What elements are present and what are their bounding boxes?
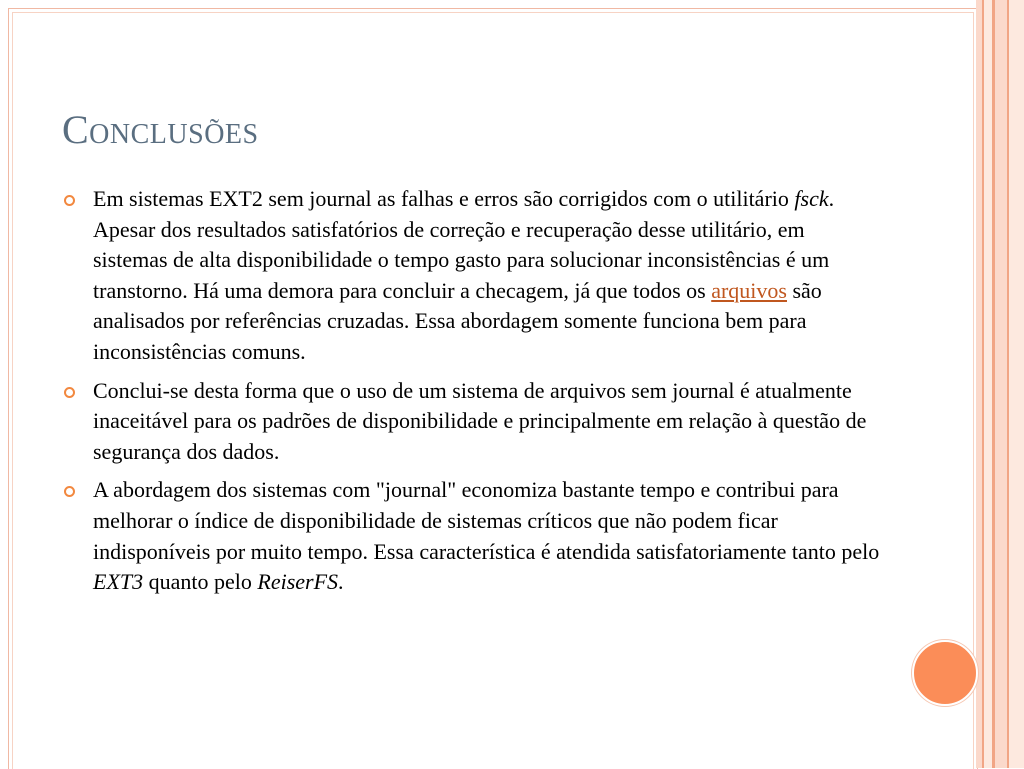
bullet-text: Conclui-se desta forma que o uso de um sistema de arquivos sem journal é atualmente inaceitável para os padrões de disponibilidade e principalmente em relação à questão de segurança dos dados. [93,377,867,464]
bullet-item [62,184,882,368]
bullet-item [62,475,882,597]
fsck-term: fsck [794,186,829,211]
bullet-text: . [338,569,344,595]
decorative-stripe [995,0,1007,768]
circle-bullet-icon [64,486,75,497]
bullet-item [62,376,882,468]
bullet-text: Em sistemas EXT2 sem journal as falhas e erros são corrigidos com o utilitário [93,186,795,211]
slide-title: Conclusões [62,107,259,152]
bullet-text: A abordagem dos sistemas com "journal" economiza bastante tempo e contribui para melhorar o índice de disponibilidade de sistemas críticos que não podem ficar indisponíveis por muito tempo. Essa característica é atendida satisfatoriamente tanto pelo [93,477,880,564]
reiserfs-term: ReiserFS [257,569,339,595]
accent-circle [912,640,978,706]
arquivos-link[interactable]: arquivos [711,277,787,303]
decorative-stripe [1009,0,1024,768]
ext3-term: EXT3 [93,569,144,595]
bullet-list [62,184,882,606]
decorative-stripe [984,0,992,768]
bullet-text: . Apesar dos resultados satisfatórios de correção e recuperação desse utilitário, em sistemas de alta disponibilidade o tempo gasto para solucionar inconsistências é um transtorno. Há uma demora para concluir a checagem, já que todos os [93,186,835,303]
circle-bullet-icon [64,387,75,398]
bullet-text: quanto pelo [143,569,258,595]
bullet-text: são analisados por referências cruzadas. Essa abordagem somente funciona bem para inconsistências comuns. [93,277,822,364]
circle-bullet-icon [64,195,75,206]
